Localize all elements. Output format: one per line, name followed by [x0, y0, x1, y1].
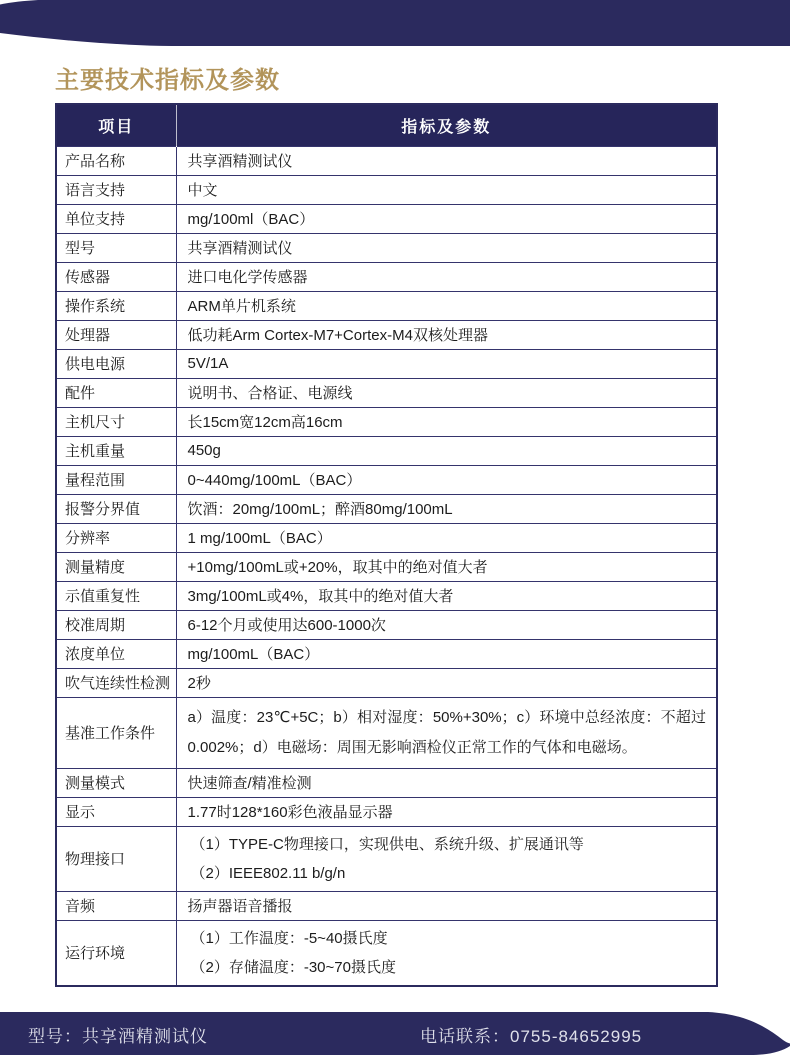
spec-value: 0~440mg/100mL（BAC）	[176, 465, 717, 494]
spec-value: 进口电化学传感器	[176, 262, 717, 291]
spec-value	[176, 826, 717, 891]
spec-value: 1 mg/100mL（BAC）	[176, 523, 717, 552]
table-row	[56, 465, 717, 494]
spec-value: 1.77时128*160彩色液晶显示器	[176, 797, 717, 826]
spec-value: 扬声器语音播报	[176, 891, 717, 920]
table-row	[56, 581, 717, 610]
spec-value: 2秒	[176, 668, 717, 697]
spec-label: 处理器	[56, 320, 176, 349]
spec-label: 报警分界值	[56, 494, 176, 523]
table-row	[56, 523, 717, 552]
spec-value: 中文	[176, 175, 717, 204]
table-row	[56, 494, 717, 523]
spec-label: 操作系统	[56, 291, 176, 320]
footer-model-label: 型号：共享酒精测试仪	[28, 1026, 208, 1046]
table-header-row	[56, 104, 717, 146]
spec-value: 6-12个月或使用达600-1000次	[176, 610, 717, 639]
spec-label: 量程范围	[56, 465, 176, 494]
table-row	[56, 349, 717, 378]
spec-value: 低功耗Arm Cortex-M7+Cortex-M4双核处理器	[176, 320, 717, 349]
spec-label: 传感器	[56, 262, 176, 291]
table-row	[56, 233, 717, 262]
spec-value: 共享酒精测试仪	[176, 146, 717, 175]
table-row	[56, 920, 717, 986]
spec-label: 基准工作条件	[56, 697, 176, 768]
table-row	[56, 436, 717, 465]
spec-value-line: （2）存储温度：-30~70摄氏度	[190, 958, 396, 976]
spec-value-line: （1）TYPE-C物理接口，实现供电、系统升级、扩展通讯等	[190, 835, 584, 853]
table-row	[56, 768, 717, 797]
spec-value: 长15cm宽12cm高16cm	[176, 407, 717, 436]
spec-value: mg/100ml（BAC）	[176, 204, 717, 233]
table-row	[56, 668, 717, 697]
col-header-item: 项目	[56, 104, 176, 146]
col-header-spec: 指标及参数	[176, 104, 717, 146]
spec-label: 显示	[56, 797, 176, 826]
spec-label: 测量模式	[56, 768, 176, 797]
spec-value: 450g	[176, 436, 717, 465]
table-row	[56, 552, 717, 581]
spec-value: +10mg/100mL或+20%，取其中的绝对值大者	[176, 552, 717, 581]
spec-label: 主机重量	[56, 436, 176, 465]
footer-banner	[0, 1010, 790, 1055]
spec-label: 配件	[56, 378, 176, 407]
spec-label: 运行环境	[56, 920, 176, 986]
spec-label: 音频	[56, 891, 176, 920]
table-row	[56, 320, 717, 349]
spec-label: 产品名称	[56, 146, 176, 175]
spec-label: 吹气连续性检测	[56, 668, 176, 697]
spec-label: 供电电源	[56, 349, 176, 378]
table-row	[56, 610, 717, 639]
spec-label: 测量精度	[56, 552, 176, 581]
spec-value: ARM单片机系统	[176, 291, 717, 320]
table-row	[56, 826, 717, 891]
spec-value-line: （2）IEEE802.11 b/g/n	[190, 864, 346, 882]
spec-value: 饮酒：20mg/100mL；醉酒80mg/100mL	[176, 494, 717, 523]
top-banner-shape	[0, 0, 790, 50]
table-row	[56, 797, 717, 826]
spec-value: 说明书、合格证、电源线	[176, 378, 717, 407]
spec-label: 主机尺寸	[56, 407, 176, 436]
spec-value: mg/100mL（BAC）	[176, 639, 717, 668]
spec-label: 语言支持	[56, 175, 176, 204]
spec-value: 快速筛查/精准检测	[176, 768, 717, 797]
table-row	[56, 262, 717, 291]
table-row	[56, 407, 717, 436]
table-row	[56, 891, 717, 920]
table-row	[56, 146, 717, 175]
spec-label: 浓度单位	[56, 639, 176, 668]
table-row	[56, 697, 717, 768]
spec-value: 共享酒精测试仪	[176, 233, 717, 262]
page-title: 主要技术指标及参数	[55, 67, 280, 94]
table-row	[56, 291, 717, 320]
spec-value-line: （1）工作温度：-5~40摄氏度	[190, 929, 388, 947]
spec-label: 校准周期	[56, 610, 176, 639]
footer-phone-label: 电话联系：0755-84652995	[420, 1026, 643, 1046]
spec-label: 物理接口	[56, 826, 176, 891]
spec-table	[55, 103, 718, 987]
spec-label: 型号	[56, 233, 176, 262]
spec-label: 单位支持	[56, 204, 176, 233]
spec-label: 分辨率	[56, 523, 176, 552]
table-row	[56, 175, 717, 204]
table-row	[56, 204, 717, 233]
spec-label: 示值重复性	[56, 581, 176, 610]
spec-value	[176, 920, 717, 986]
table-row	[56, 639, 717, 668]
spec-value: 5V/1A	[176, 349, 717, 378]
table-row	[56, 378, 717, 407]
spec-value: 3mg/100mL或4%，取其中的绝对值大者	[176, 581, 717, 610]
spec-value: a）温度：23℃+5C；b）相对湿度：50%+30%；c）环境中总经浓度：不超过0.002%；d）电磁场：周围无影响酒检仪正常工作的气体和电磁场。	[176, 697, 717, 768]
